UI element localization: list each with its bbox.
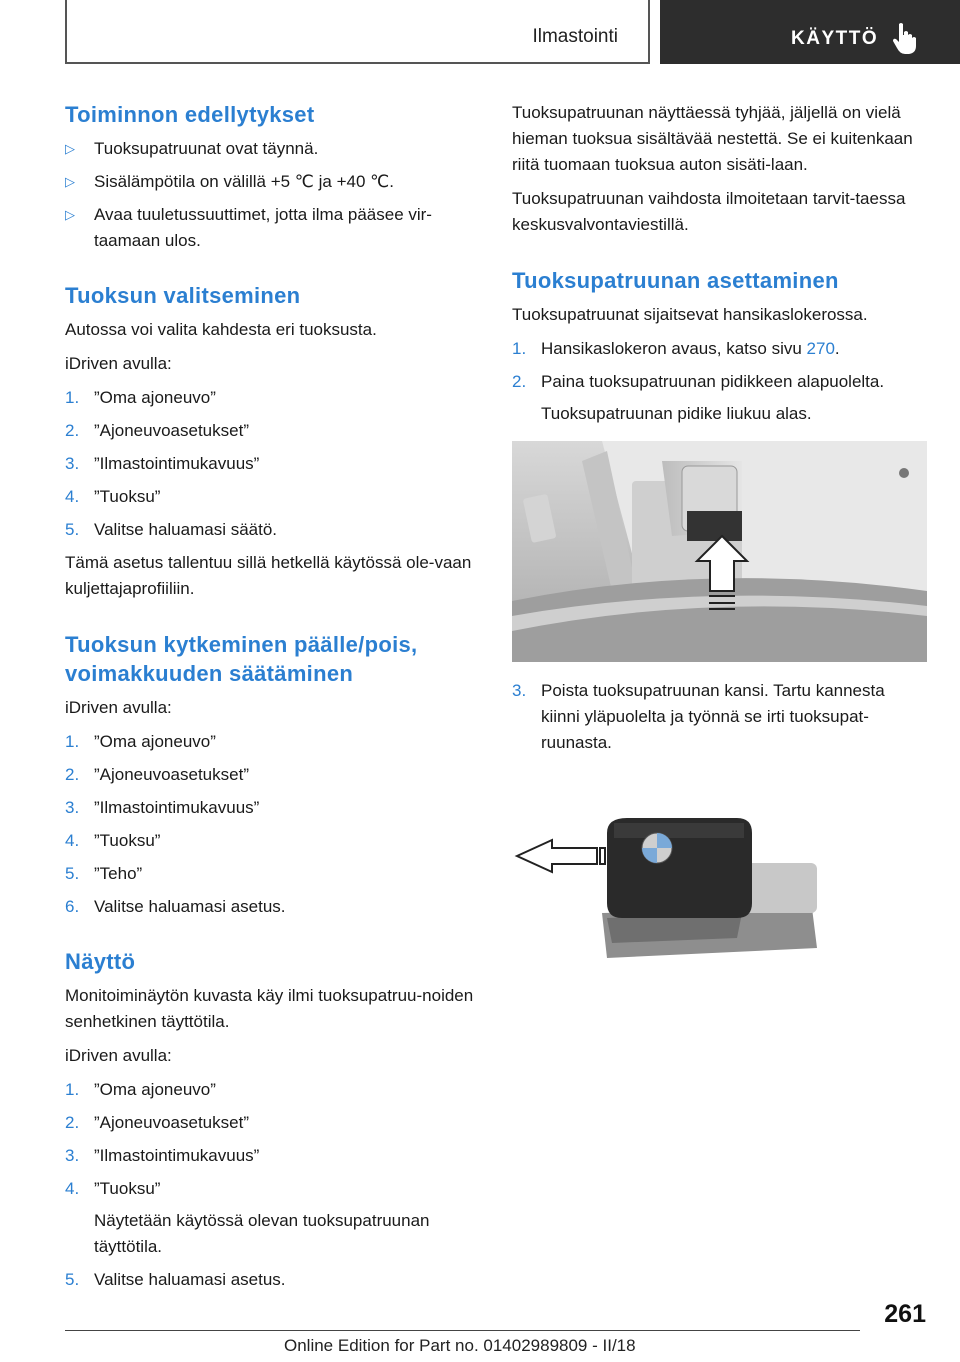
list-item: 2. ”Ajoneuvoasetukset”: [65, 765, 249, 784]
step-list: [65, 385, 475, 543]
glovebox-cartridge-holder-image: [512, 441, 927, 662]
header-section-title: Ilmastointi: [532, 26, 618, 47]
list-item: 3. ”Ilmastointimukavuus”: [65, 798, 260, 817]
list-item: 1. ”Oma ajoneuvo”: [65, 1080, 216, 1099]
paragraph: Monitoiminäytön kuvasta käy ilmi tuoksupatruu‐noiden senhetkinen täyttötila.: [65, 986, 474, 1031]
chapter-tab-label: KÄYTTÖ: [791, 28, 879, 49]
hand-pointer-icon: [892, 22, 920, 54]
list-item: 3. ”Ilmastointimukavuus”: [65, 1146, 260, 1165]
step-list: [512, 336, 927, 427]
footer-divider: [65, 1330, 860, 1331]
list-item: ▷ Avaa tuuletussuuttimet, jotta ilma pääsee vir‐taamaan ulos.: [65, 202, 475, 254]
requirements-list: [65, 136, 475, 254]
scent-cartridge-image: [512, 818, 927, 968]
list-item: 3. Poista tuoksupatruunan kansi. Tartu kannesta kiinni yläpuolelta ja työnnä se irti tuoksupat‐ruunasta.: [512, 681, 885, 752]
list-item: 3. ”Ilmastointimukavuus”: [65, 454, 260, 473]
header-frame: [65, 0, 650, 64]
triangle-bullet-icon: ▷: [65, 207, 75, 222]
section-title-insert-cartridge: Tuoksupatruunan asettaminen: [512, 268, 839, 293]
triangle-bullet-icon: ▷: [65, 174, 75, 189]
step-list: [65, 1077, 475, 1293]
section-title-switch-scent: Tuoksun kytkeminen päälle/pois, voimakkuuden säätäminen: [65, 632, 418, 686]
paragraph: Tämä asetus tallentuu sillä hetkellä käytössä ole‐vaan kuljettajaprofiiliin.: [65, 553, 472, 598]
step-list: [512, 678, 927, 756]
list-item: 4. ”Tuoksu”: [65, 831, 161, 850]
list-item: 4. ”Tuoksu”: [65, 487, 161, 506]
list-item: 5. Valitse haluamasi säätö.: [65, 520, 278, 539]
section-title-select-scent: Tuoksun valitseminen: [65, 283, 301, 308]
triangle-bullet-icon: ▷: [65, 141, 75, 156]
section-title-display: Näyttö: [65, 949, 136, 974]
list-item: 1. ”Oma ajoneuvo”: [65, 388, 216, 407]
paragraph: iDriven avulla:: [65, 1046, 172, 1065]
paragraph: iDriven avulla:: [65, 354, 172, 373]
footer-text: Online Edition for Part no. 01402989809 - II/18: [284, 1336, 636, 1355]
list-item: ▷ Tuoksupatruunat ovat täynnä.: [65, 136, 475, 162]
list-item: 5. ”Teho”: [65, 864, 143, 883]
list-item: 2. ”Ajoneuvoasetukset”: [65, 421, 249, 440]
list-item: 1. ”Oma ajoneuvo”: [65, 732, 216, 751]
page-link[interactable]: 270: [806, 339, 835, 358]
section-title-requirements: Toiminnon edellytykset: [65, 102, 315, 127]
list-item: 6. Valitse haluamasi asetus.: [65, 897, 286, 916]
step-note: Tuoksupatruunan pidike liukuu alas.: [541, 404, 812, 423]
step-note: Näytetään käytössä olevan tuoksupatruunan täyttötila.: [94, 1211, 430, 1256]
left-column: [65, 100, 475, 1300]
list-item: 4. ”Tuoksu” Näytetään käytössä olevan tuoksupatruunan täyttötila.: [65, 1176, 475, 1260]
paragraph: Tuoksupatruunat sijaitsevat hansikaslokerossa.: [512, 305, 868, 324]
paragraph: iDriven avulla:: [65, 698, 172, 717]
right-column: [512, 100, 927, 968]
paragraph: Autossa voi valita kahdesta eri tuoksusta.: [65, 320, 377, 339]
chapter-tab[interactable]: [660, 0, 960, 64]
list-item: 2. ”Ajoneuvoasetukset”: [65, 1113, 249, 1132]
step-list: [65, 729, 475, 920]
paragraph: Tuoksupatruunan näyttäessä tyhjää, jäljellä on vielä hieman tuoksua sisältävää nestettä. Se ei kuitenkaan riitä tuomaan tuoksua auton sisäti‐laan.: [512, 103, 913, 174]
list-item: 2. Paina tuoksupatruunan pidikkeen alapuolelta. Tuoksupatruunan pidike liukuu alas.: [512, 369, 927, 427]
list-item: ▷ Sisälämpötila on välillä +5 ℃ ja +40 ℃.: [65, 169, 475, 195]
page-number: 261: [884, 1300, 926, 1328]
list-item: 5. Valitse haluamasi asetus.: [65, 1270, 286, 1289]
paragraph: Tuoksupatruunan vaihdosta ilmoitetaan tarvit‐taessa keskusvalvontaviestillä.: [512, 189, 906, 234]
list-item: 1. Hansikaslokeron avaus, katso sivu 270.: [512, 339, 840, 358]
